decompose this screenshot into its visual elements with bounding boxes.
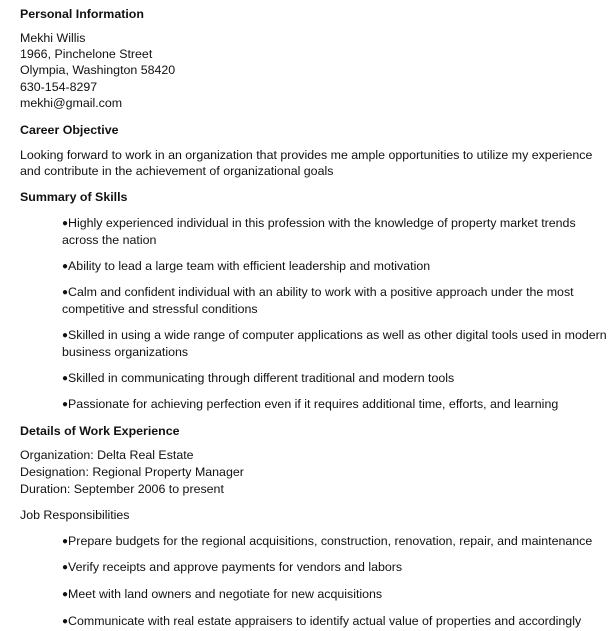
skill-item: ●Passionate for achieving perfection even if it requires additional time, efforts, and learning [62, 397, 559, 411]
email: mekhi@gmail.com [20, 96, 123, 110]
skill-item: ●Skilled in communicating through different traditional and modern tools [62, 371, 455, 385]
bullet-icon: ● [62, 616, 69, 627]
responsibility-item: ●Prepare budgets for the regional acquisitions, construction, renovation, repair, and maintenance [62, 534, 593, 548]
bullet-icon: ● [62, 562, 69, 573]
bullet-icon: ● [62, 330, 69, 341]
personal-info-heading: Personal Information [20, 7, 144, 21]
skills-heading: Summary of Skills [20, 190, 128, 204]
skill-item: ●Highly experienced individual in this profession with the knowledge of property market trends across the nation [62, 216, 576, 247]
job-responsibilities-heading: Job Responsibilities [20, 508, 130, 522]
phone: 630-154-8297 [20, 80, 98, 94]
designation: Designation: Regional Property Manager [20, 465, 244, 479]
address-line-2: Olympia, Washington 58420 [20, 63, 176, 77]
objective-line-1: Looking forward to work in an organization that provides me ample opportunities to utilize my experience [20, 148, 593, 162]
address-line-1: 1966, Pinchelone Street [20, 47, 153, 61]
skill-item: ●Ability to lead a large team with efficient leadership and motivation [62, 259, 431, 273]
name: Mekhi Willis [20, 31, 86, 45]
bullet-icon: ● [62, 536, 69, 547]
bullet-icon: ● [62, 218, 69, 229]
skill-item: ●Calm and confident individual with an ability to work with a positive approach under the most competitive and stressful conditions [62, 285, 574, 316]
responsibility-item: ●Communicate with real estate appraisers to identify actual value of properties and accordingly [62, 614, 582, 628]
objective-line-2: and contribute in the achievement of organizational goals [20, 164, 334, 178]
bullet-icon: ● [62, 287, 69, 298]
bullet-icon: ● [62, 373, 69, 384]
bullet-icon: ● [62, 399, 69, 410]
career-objective-heading: Career Objective [20, 123, 119, 137]
responsibility-item: ●Verify receipts and approve payments for vendors and labors [62, 560, 403, 574]
bullet-icon: ● [62, 261, 69, 272]
responsibility-item: ●Meet with land owners and negotiate for new acquisitions [62, 587, 383, 601]
work-experience-heading: Details of Work Experience [20, 424, 180, 438]
duration: Duration: September 2006 to present [20, 482, 224, 496]
organization: Organization: Delta Real Estate [20, 448, 194, 462]
skill-item: ●Skilled in using a wide range of computer applications as well as other digital tools used in modern business organizations [62, 328, 607, 359]
bullet-icon: ● [62, 589, 69, 600]
